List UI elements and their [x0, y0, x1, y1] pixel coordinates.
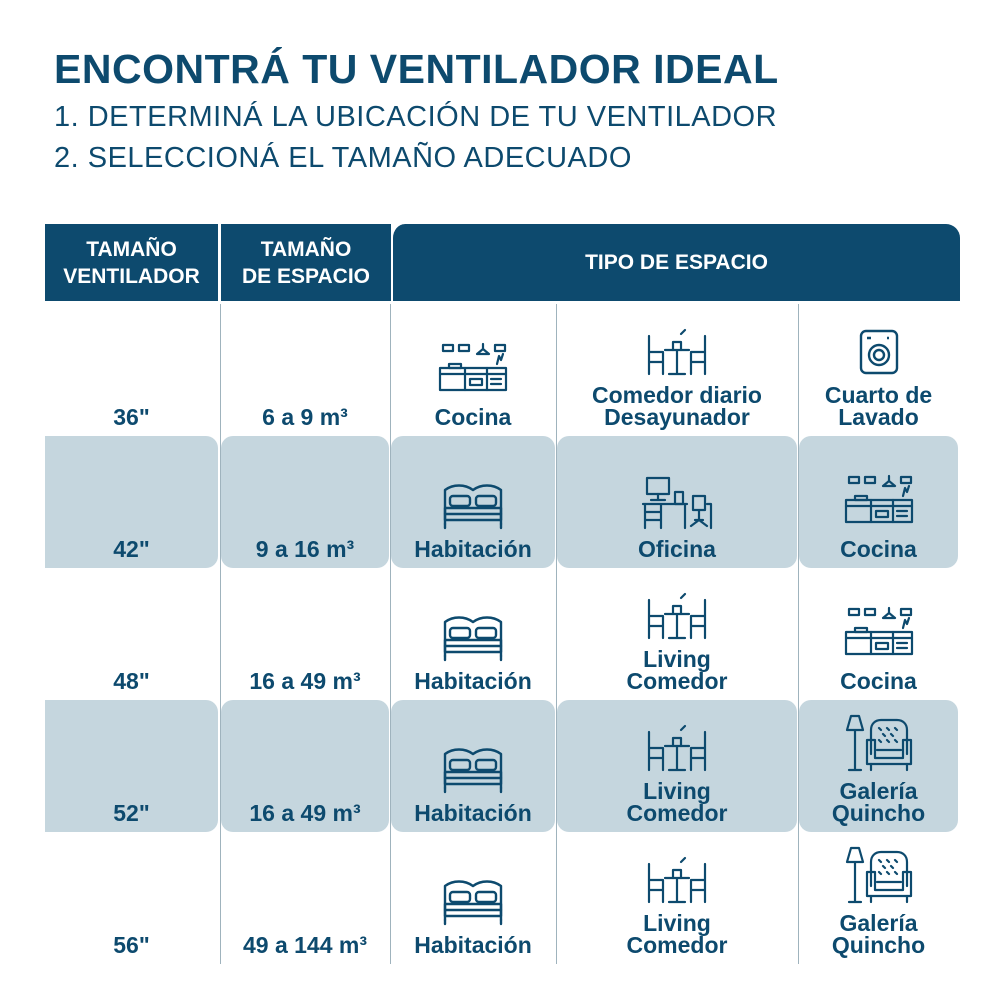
column-header-space-size: TAMAÑO DE ESPACIO — [221, 224, 391, 301]
space-type-label-line2: Lavado — [838, 404, 919, 430]
dining-table-icon — [645, 856, 709, 904]
space-type-label-line2: Quincho — [831, 932, 926, 958]
space-type-cell — [799, 568, 958, 700]
column-divider — [556, 304, 557, 964]
washing-machine-icon — [857, 328, 901, 376]
column-divider — [220, 304, 221, 964]
space-type-cell — [391, 304, 555, 436]
space-type-label: Habitación — [414, 536, 532, 562]
dining-table-icon — [645, 724, 709, 772]
space-type-cell — [799, 832, 958, 964]
space-size-value: 9 a 16 m³ — [255, 536, 355, 562]
column-header-fan-size: TAMAÑO VENTILADOR — [45, 224, 220, 301]
space-type-cell — [557, 832, 797, 964]
step-two-text: 2. SELECCIONÁ EL TAMAÑO ADECUADO — [54, 142, 632, 174]
space-type-label: Living — [643, 778, 711, 804]
space-type-cell — [799, 436, 958, 568]
space-type-label-line2: Comedor — [626, 932, 728, 958]
space-type-label-line2: Comedor — [626, 668, 728, 694]
space-type-cell — [391, 568, 555, 700]
space-type-cell — [557, 700, 797, 832]
dining-table-icon — [645, 592, 709, 640]
column-divider — [390, 304, 391, 964]
space-type-cell — [391, 436, 555, 568]
fan-size-value: 48" — [113, 668, 150, 694]
bed-icon — [440, 876, 506, 926]
space-type-label-line2: Comedor — [626, 800, 728, 826]
space-size-value: 49 a 144 m³ — [242, 932, 368, 958]
bed-icon — [440, 744, 506, 794]
fan-size-cell — [45, 436, 218, 568]
space-type-cell — [557, 436, 797, 568]
space-type-label: Oficina — [638, 536, 716, 562]
table-row — [45, 568, 958, 700]
fan-size-cell — [45, 700, 218, 832]
space-size-value: 16 a 49 m³ — [249, 668, 361, 694]
space-type-label-line2: Desayunador — [604, 404, 750, 430]
space-type-label: Cocina — [840, 668, 917, 694]
column-divider — [798, 304, 799, 964]
page-title: ENCONTRÁ TU VENTILADOR IDEAL — [54, 46, 779, 92]
space-type-label: Habitación — [414, 932, 532, 958]
space-size-value: 6 a 9 m³ — [262, 404, 348, 430]
space-size-cell — [221, 700, 389, 832]
space-type-label: Comedor diario — [592, 382, 762, 408]
space-type-label: Cuarto de — [824, 382, 933, 408]
space-type-cell — [799, 304, 958, 436]
kitchen-icon — [843, 606, 915, 662]
armchair-lamp-icon — [843, 846, 915, 904]
table-row — [45, 700, 958, 832]
fan-size-cell — [45, 304, 218, 436]
armchair-lamp-icon — [843, 714, 915, 772]
space-type-label: Cocina — [434, 404, 512, 430]
table-row — [45, 832, 958, 964]
step-one-text: 1. DETERMINÁ LA UBICACIÓN DE TU VENTILADOR — [54, 101, 778, 133]
table-row — [45, 304, 958, 436]
space-size-cell — [221, 832, 389, 964]
space-type-cell — [799, 700, 958, 832]
space-type-label: Habitación — [414, 668, 532, 694]
space-size-cell — [221, 568, 389, 700]
kitchen-icon — [437, 342, 509, 398]
bed-icon — [440, 480, 506, 530]
bed-icon — [440, 612, 506, 662]
space-type-label: Galería — [839, 910, 918, 936]
dining-table-icon — [645, 328, 709, 376]
space-type-cell — [557, 304, 797, 436]
space-type-label: Living — [643, 646, 711, 672]
kitchen-icon — [843, 474, 915, 530]
space-type-label: Living — [643, 910, 711, 936]
fan-size-value: 52" — [113, 800, 150, 826]
fan-size-cell — [45, 568, 218, 700]
space-size-cell — [221, 304, 389, 436]
space-type-label: Habitación — [414, 800, 532, 826]
fan-size-cell — [45, 832, 218, 964]
fan-size-value: 56" — [113, 932, 150, 958]
office-desk-icon — [641, 476, 713, 530]
fan-size-value: 36" — [113, 404, 150, 430]
fan-size-value: 42" — [113, 536, 150, 562]
table-row — [45, 436, 958, 568]
space-size-value: 16 a 49 m³ — [249, 800, 361, 826]
space-type-cell — [391, 700, 555, 832]
space-type-label: Galería — [839, 778, 918, 804]
space-type-label: Cocina — [840, 536, 917, 562]
space-size-cell — [221, 436, 389, 568]
space-type-cell — [391, 832, 555, 964]
space-type-cell — [557, 568, 797, 700]
space-type-label-line2: Quincho — [831, 800, 926, 826]
column-header-space-type: TIPO DE ESPACIO — [391, 224, 960, 301]
